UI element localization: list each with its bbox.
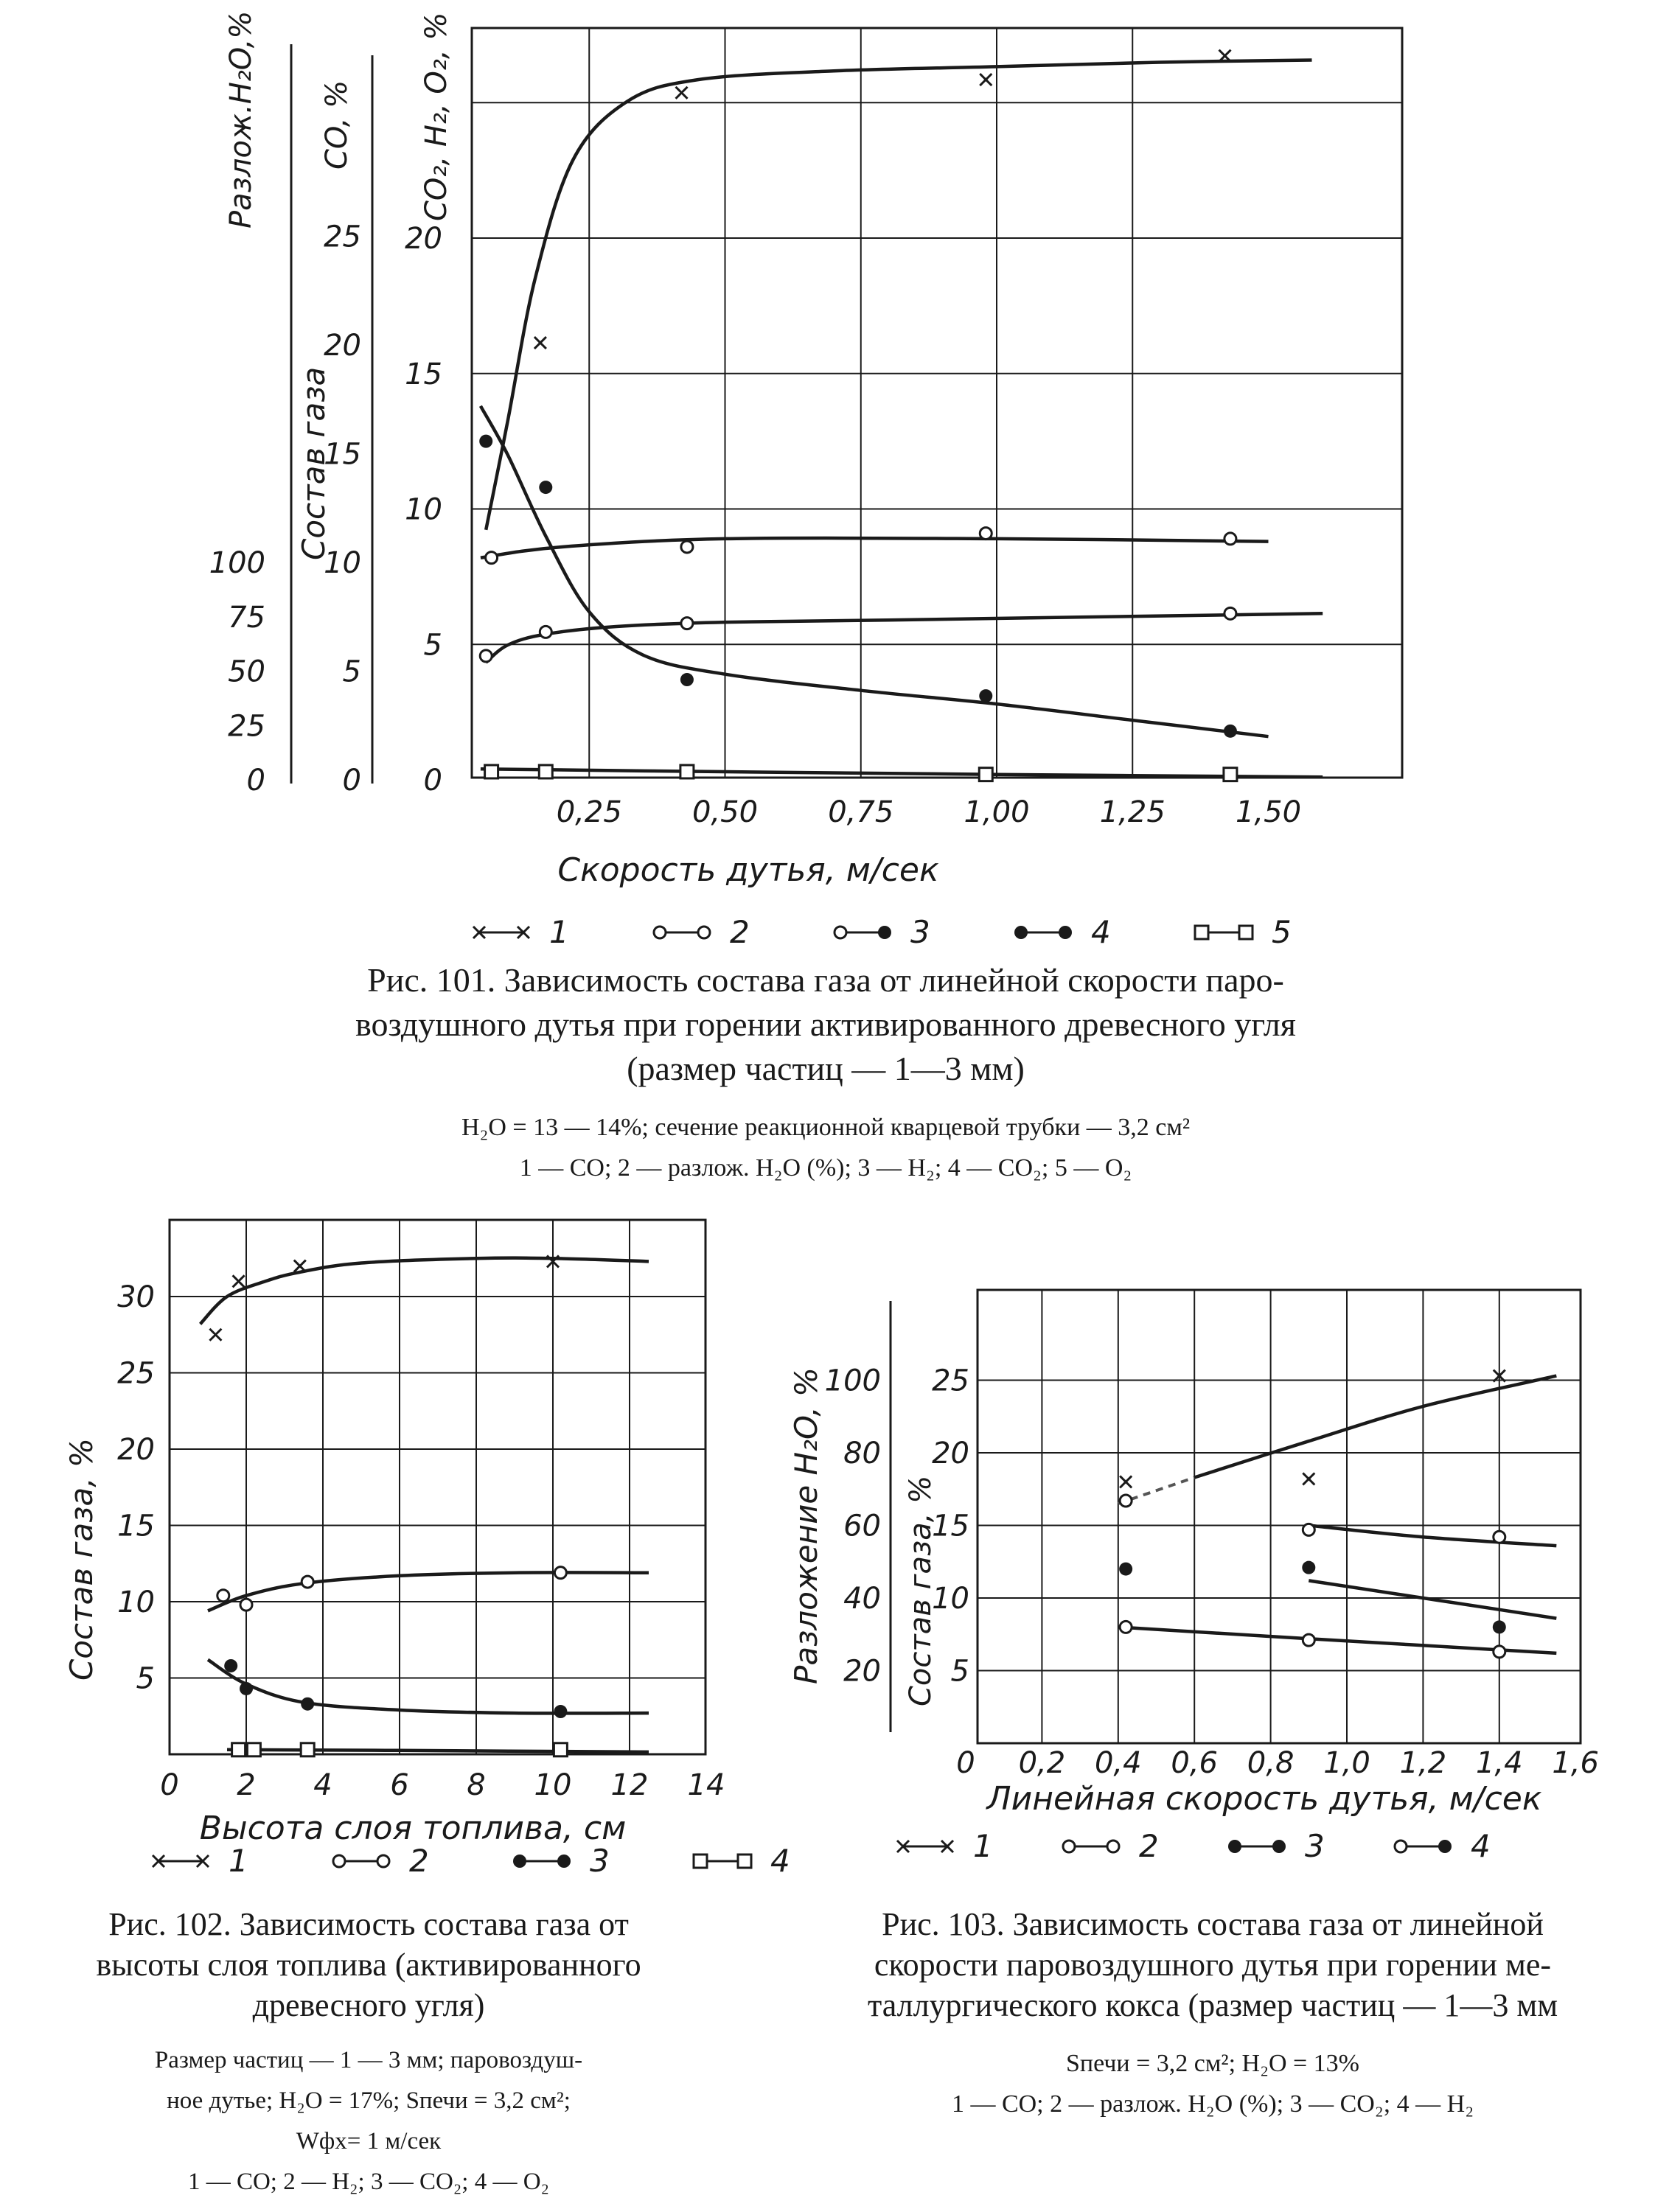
legend-item-fig103-2-label: 3: [1305, 1828, 1325, 1864]
fig101-co-tick-5: 25: [324, 220, 361, 254]
fig101-series-3-line: [481, 538, 1269, 558]
fig103-composition-tick-0: 5: [950, 1654, 969, 1689]
fig102-series-4-point-1: [247, 1743, 260, 1756]
fig102-series-4-point-2: [301, 1743, 314, 1756]
fig102-series-2-point-3: [554, 1567, 566, 1579]
fig101-gridlines: [472, 28, 1402, 778]
fig101-series-1-line: [486, 60, 1311, 530]
fig101-x-tick-1: 0,50: [691, 795, 759, 829]
legend-item-fig101-3-label: 4: [1091, 914, 1111, 950]
fig103-x-tick-8: 1,6: [1552, 1746, 1600, 1780]
fig103-composition-axis-label: Состав газа, %: [904, 1475, 938, 1706]
fig101-series-5-point-3: [979, 768, 992, 781]
fig103-x-tick-1: 0,2: [1018, 1746, 1066, 1780]
fig102-x-tick-0: 0: [160, 1768, 179, 1802]
fig103-x-tick-0: 0: [956, 1746, 975, 1780]
fig101-note: [461, 1114, 1190, 1182]
legend-item-fig103-1-label: 2: [1139, 1828, 1159, 1864]
fig101-co-tick-1: 5: [342, 655, 361, 689]
fig103-composition-tick-2: 15: [932, 1509, 969, 1543]
fig102-axis-ticks: [117, 1280, 725, 1802]
fig102-plot-frame: [170, 1220, 705, 1754]
fig101-series-1-point-1: [676, 87, 688, 99]
fig101-decomp-tick-2: 50: [228, 655, 265, 689]
fig103-note-line-2: 1 — CO; 2 — разлож. H₂O (%); 3 — CO₂; 4 — H₂: [951, 2090, 1474, 2118]
fig101-decomp-axis-label: Разлож.H₂O,%: [224, 10, 258, 228]
fig101-x-tick-2: 0,75: [828, 795, 894, 829]
fig101-composition-label: Состав газа: [296, 366, 332, 560]
fig102-caption-line-2: высоты слоя топлива (активированного: [96, 1947, 641, 1983]
fig101-series-4-point-0: [479, 435, 492, 448]
legend-item-fig102-1-marker-a: [333, 1855, 345, 1867]
fig101-x-tick-0: 0,25: [556, 795, 622, 829]
legend-item-fig101-4-label: 5: [1272, 914, 1292, 950]
legend-item-fig101-0-label: 1: [549, 914, 569, 950]
fig103-x-tick-6: 1,2: [1399, 1746, 1447, 1780]
fig101-decomp-tick-1: 25: [228, 709, 265, 744]
fig101-gases-axis-label: CO₂, H₂, O₂, %: [419, 12, 453, 221]
legend-item-fig102-2-label: 3: [590, 1843, 610, 1879]
fig103-caption-line-2: скорости паровоздушного дутья при горении ме-: [874, 1947, 1552, 1983]
fig101-gases-tick-0: 0: [423, 764, 442, 798]
fig102-legend: [153, 1843, 790, 1879]
fig101-co-tick-2: 10: [324, 546, 361, 580]
fig102-gridlines: [170, 1220, 705, 1754]
fig101-x-tick-4: 1,25: [1099, 795, 1166, 829]
fig101-series-2-line: [486, 613, 1323, 662]
fig102-series-4-point-0: [232, 1743, 245, 1756]
fig102-series-1-point-2: [294, 1260, 306, 1272]
fig103-composition-tick-3: 20: [932, 1437, 969, 1470]
fig103-x-axis-label: Линейная скорость дутья, м/сек: [986, 1780, 1542, 1818]
fig102-x-tick-1: 2: [237, 1768, 256, 1802]
fig103-decomp-tick-4: 100: [824, 1364, 881, 1398]
fig102-series: [201, 1255, 649, 1756]
fig102-x-tick-7: 14: [687, 1768, 725, 1802]
fig101-series-3-point-0: [486, 552, 498, 564]
fig101-x-tick-5: 1,50: [1235, 795, 1302, 829]
fig101-series-2-point-0: [480, 650, 492, 662]
fig103-series-1-line: [1194, 1376, 1556, 1478]
fig101-gases-tick-2: 10: [405, 492, 442, 527]
fig102-series-4-point-3: [554, 1743, 567, 1756]
fig102-series-2-point-2: [302, 1576, 313, 1588]
fig101-series-5-point-0: [485, 765, 498, 778]
fig103-decomp-axis-label: Разложение H₂O, %: [788, 1367, 824, 1684]
fig102-y-axis-label: Состав газа, %: [63, 1438, 100, 1681]
fig101-series-2-point-3: [1224, 607, 1236, 619]
legend-item-fig101-2-marker-b: [878, 926, 891, 939]
fig101-series-1-point-0: [534, 337, 546, 349]
fig102-y-tick-2: 15: [117, 1509, 155, 1543]
fig101-plot-frame: [472, 28, 1402, 778]
fig103-x-tick-7: 1,4: [1475, 1746, 1523, 1780]
fig103-composition-tick-4: 25: [932, 1364, 969, 1398]
fig101-series-5-point-4: [1224, 768, 1237, 781]
fig103-series-3-point-1: [1302, 1561, 1315, 1574]
fig103-series: [1118, 1370, 1557, 1658]
legend-item-fig102-1-label: 2: [409, 1843, 429, 1879]
figure-102-chart: [63, 1220, 790, 2195]
fig101-gases-tick-3: 15: [405, 357, 442, 391]
legend-item-fig102-3-marker-b: [738, 1855, 751, 1868]
fig101-series-4-line: [481, 406, 1269, 736]
fig102-y-tick-4: 25: [117, 1356, 155, 1391]
fig101-series-4-point-1: [539, 481, 552, 494]
fig101-caption-line-3: (размер частиц — 1—3 мм): [627, 1050, 1025, 1087]
fig102-series-2-point-0: [217, 1590, 229, 1602]
fig102-x-tick-4: 8: [467, 1768, 486, 1802]
fig101-decomp-tick-4: 100: [209, 546, 265, 580]
fig102-note-line-3: Wфх= 1 м/сек: [296, 2128, 442, 2155]
fig103-series-1-point-0: [1120, 1476, 1132, 1487]
fig102-caption: [96, 1906, 641, 2023]
fig102-series-4-line: [227, 1750, 649, 1752]
fig103-composition-tick-1: 10: [932, 1582, 969, 1616]
fig103-series-2-point-2: [1494, 1531, 1505, 1543]
fig103-series-1-point-1: [1303, 1473, 1314, 1484]
fig102-series-1-point-1: [233, 1275, 245, 1287]
fig103-note-line-1: Sпечи = 3,2 см²; H₂O = 13%: [1065, 2050, 1360, 2077]
fig103-decomp-tick-1: 40: [843, 1582, 881, 1616]
fig102-x-tick-3: 6: [390, 1768, 409, 1802]
fig103-legend: [897, 1828, 1491, 1864]
fig101-co-tick-3: 15: [324, 437, 361, 472]
fig102-note-line-1: Размер частиц — 1 — 3 мм; паровоздуш-: [154, 2047, 583, 2073]
fig103-series-4-point-2: [1494, 1646, 1505, 1658]
fig102-series-3-point-1: [240, 1682, 253, 1695]
fig103-decomp-tick-0: 20: [843, 1654, 881, 1689]
fig101-series-4-point-3: [979, 689, 992, 702]
fig101-note-line-1: H₂O = 13 — 14%; сечение реакционной кварцевой трубки — 3,2 см²: [461, 1114, 1191, 1141]
fig103-caption-line-3: таллургического кокса (размер частиц — 1—3 мм: [867, 1987, 1558, 2023]
fig101-series-3-point-2: [980, 528, 992, 540]
figure-101-chart: [209, 11, 1402, 1182]
legend-item-fig101-2-marker-a: [835, 927, 846, 938]
fig102-note-line-2: ное дутье; H₂O = 17%; Sпечи = 3,2 см²;: [167, 2087, 571, 2114]
legend-item-fig102-2-marker-a: [513, 1855, 526, 1868]
legend-item-fig102-3-label: 4: [770, 1843, 790, 1879]
figure-103-chart: [788, 1290, 1599, 2118]
fig101-x-axis-label: Скорость дутья, м/сек: [557, 851, 939, 889]
fig101-series-4-point-4: [1224, 725, 1237, 738]
fig102-series-3-line: [208, 1660, 649, 1714]
fig102-x-axis-label: Высота слоя топлива, см: [199, 1810, 627, 1847]
legend-item-fig103-2-marker-b: [1272, 1840, 1286, 1853]
fig102-series-1-point-0: [209, 1329, 221, 1341]
fig101-series-1-point-2: [980, 74, 992, 86]
fig102-series-2-line: [208, 1572, 649, 1611]
fig103-caption: [868, 1906, 1558, 2023]
fig101-caption-line-2: воздушного дутья при горении активированного древесного угля: [355, 1005, 1296, 1043]
fig102-x-tick-5: 10: [534, 1768, 572, 1802]
legend-item-fig101-4-marker-b: [1239, 926, 1252, 939]
fig101-decomp-tick-3: 75: [228, 600, 265, 635]
fig102-note: [155, 2047, 582, 2195]
fig103-gridlines: [978, 1290, 1581, 1743]
fig101-gases-tick-4: 20: [405, 222, 442, 256]
fig102-y-tick-3: 20: [117, 1433, 155, 1467]
fig103-note: [952, 2050, 1474, 2118]
fig103-series-2-line: [1309, 1526, 1556, 1546]
fig101-series-5-point-2: [680, 765, 694, 778]
fig101-caption-line-1: Рис. 101. Зависимость состава газа от линейной скорости паро-: [367, 961, 1284, 999]
legend-item-fig102-1-marker-b: [377, 1855, 389, 1867]
legend-item-fig103-3-marker-a: [1395, 1841, 1407, 1852]
fig101-series-2-point-2: [681, 618, 693, 629]
fig102-series-3-point-2: [301, 1698, 314, 1711]
legend-item-fig103-1-marker-a: [1063, 1841, 1075, 1852]
fig103-decomp-tick-2: 60: [843, 1509, 881, 1543]
fig103-series-4-point-1: [1303, 1634, 1314, 1646]
fig103-decomp-tick-3: 80: [843, 1437, 881, 1470]
fig102-x-tick-2: 4: [313, 1768, 332, 1802]
legend-item-fig103-3-label: 4: [1471, 1828, 1491, 1864]
fig103-series-4-line: [1118, 1627, 1557, 1653]
fig103-series-2-point-1: [1303, 1524, 1314, 1535]
fig101-x-tick-3: 1,00: [964, 795, 1030, 829]
legend-item-fig101-2-label: 3: [910, 914, 930, 950]
fig101-series-3-point-1: [681, 541, 693, 553]
legend-item-fig101-3-marker-b: [1059, 926, 1072, 939]
fig103-series-4-point-0: [1120, 1621, 1132, 1633]
legend-item-fig102-2-marker-b: [557, 1855, 571, 1868]
fig102-series-3-point-3: [554, 1705, 567, 1718]
legend-item-fig103-2-marker-a: [1228, 1840, 1241, 1853]
fig101-co-axis-label: CO, %: [320, 80, 354, 170]
fig102-x-tick-6: 12: [610, 1768, 649, 1802]
fig103-plot-frame: [978, 1290, 1581, 1743]
fig101-series-5-line: [481, 769, 1323, 777]
fig103-series-3-point-2: [1493, 1620, 1506, 1633]
fig101-co-tick-0: 0: [342, 764, 361, 798]
legend-item-fig101-1-label: 2: [730, 914, 750, 950]
fig101-series: [479, 50, 1323, 781]
fig101-series-4-point-2: [680, 673, 694, 686]
fig102-y-tick-5: 30: [117, 1280, 155, 1314]
fig101-gases-tick-1: 5: [423, 628, 442, 663]
fig102-y-tick-0: 5: [136, 1661, 155, 1696]
legend-item-fig102-3-marker-a: [694, 1855, 707, 1868]
fig102-caption-line-3: древесного угля): [252, 1987, 485, 2023]
legend-item-fig101-1-marker-b: [698, 927, 710, 938]
legend-item-fig102-0-label: 1: [229, 1843, 248, 1879]
fig102-series-1-line: [201, 1258, 649, 1325]
legend-item-fig101-3-marker-a: [1014, 926, 1028, 939]
fig102-y-tick-1: 10: [117, 1585, 155, 1619]
legend-item-fig101-1-marker-a: [654, 927, 666, 938]
fig103-axis-ticks: [825, 1364, 1599, 1781]
fig102-caption-line-1: Рис. 102. Зависимость состава газа от: [108, 1906, 629, 1942]
fig103-x-tick-5: 1,0: [1323, 1746, 1370, 1780]
fig101-legend: [473, 914, 1292, 950]
fig101-series-5-point-1: [539, 765, 552, 778]
fig101-series-3-point-3: [1224, 533, 1236, 545]
fig101-co-tick-4: 20: [324, 329, 361, 363]
fig102-series-3-point-0: [224, 1659, 237, 1672]
legend-item-fig103-0-label: 1: [973, 1828, 993, 1864]
fig103-x-tick-4: 0,8: [1247, 1746, 1295, 1780]
fig103-x-tick-2: 0,4: [1094, 1746, 1142, 1780]
fig101-note-line-2: 1 — CO; 2 — разлож. H₂O (%); 3 — H₂; 4 — CO₂; 5 — O₂: [519, 1154, 1132, 1182]
fig101-series-2-point-1: [540, 626, 551, 638]
fig102-note-line-4: 1 — CO; 2 — H₂; 3 — CO₂; 4 — O₂: [187, 2169, 550, 2195]
fig103-series-3-point-0: [1119, 1563, 1132, 1576]
fig103-caption-line-1: Рис. 103. Зависимость состава газа от линейной: [882, 1906, 1544, 1942]
legend-item-fig103-3-marker-b: [1438, 1840, 1452, 1853]
fig103-x-tick-3: 0,6: [1171, 1746, 1219, 1780]
fig102-series-2-point-1: [240, 1599, 252, 1611]
fig101-caption: [355, 961, 1296, 1087]
fig103-series-3-line: [1309, 1580, 1556, 1618]
fig103-series-2-point-0: [1120, 1495, 1132, 1507]
legend-item-fig101-4-marker-a: [1195, 926, 1208, 939]
legend-item-fig103-1-marker-b: [1107, 1841, 1119, 1852]
fig101-decomp-tick-0: 0: [246, 764, 265, 798]
